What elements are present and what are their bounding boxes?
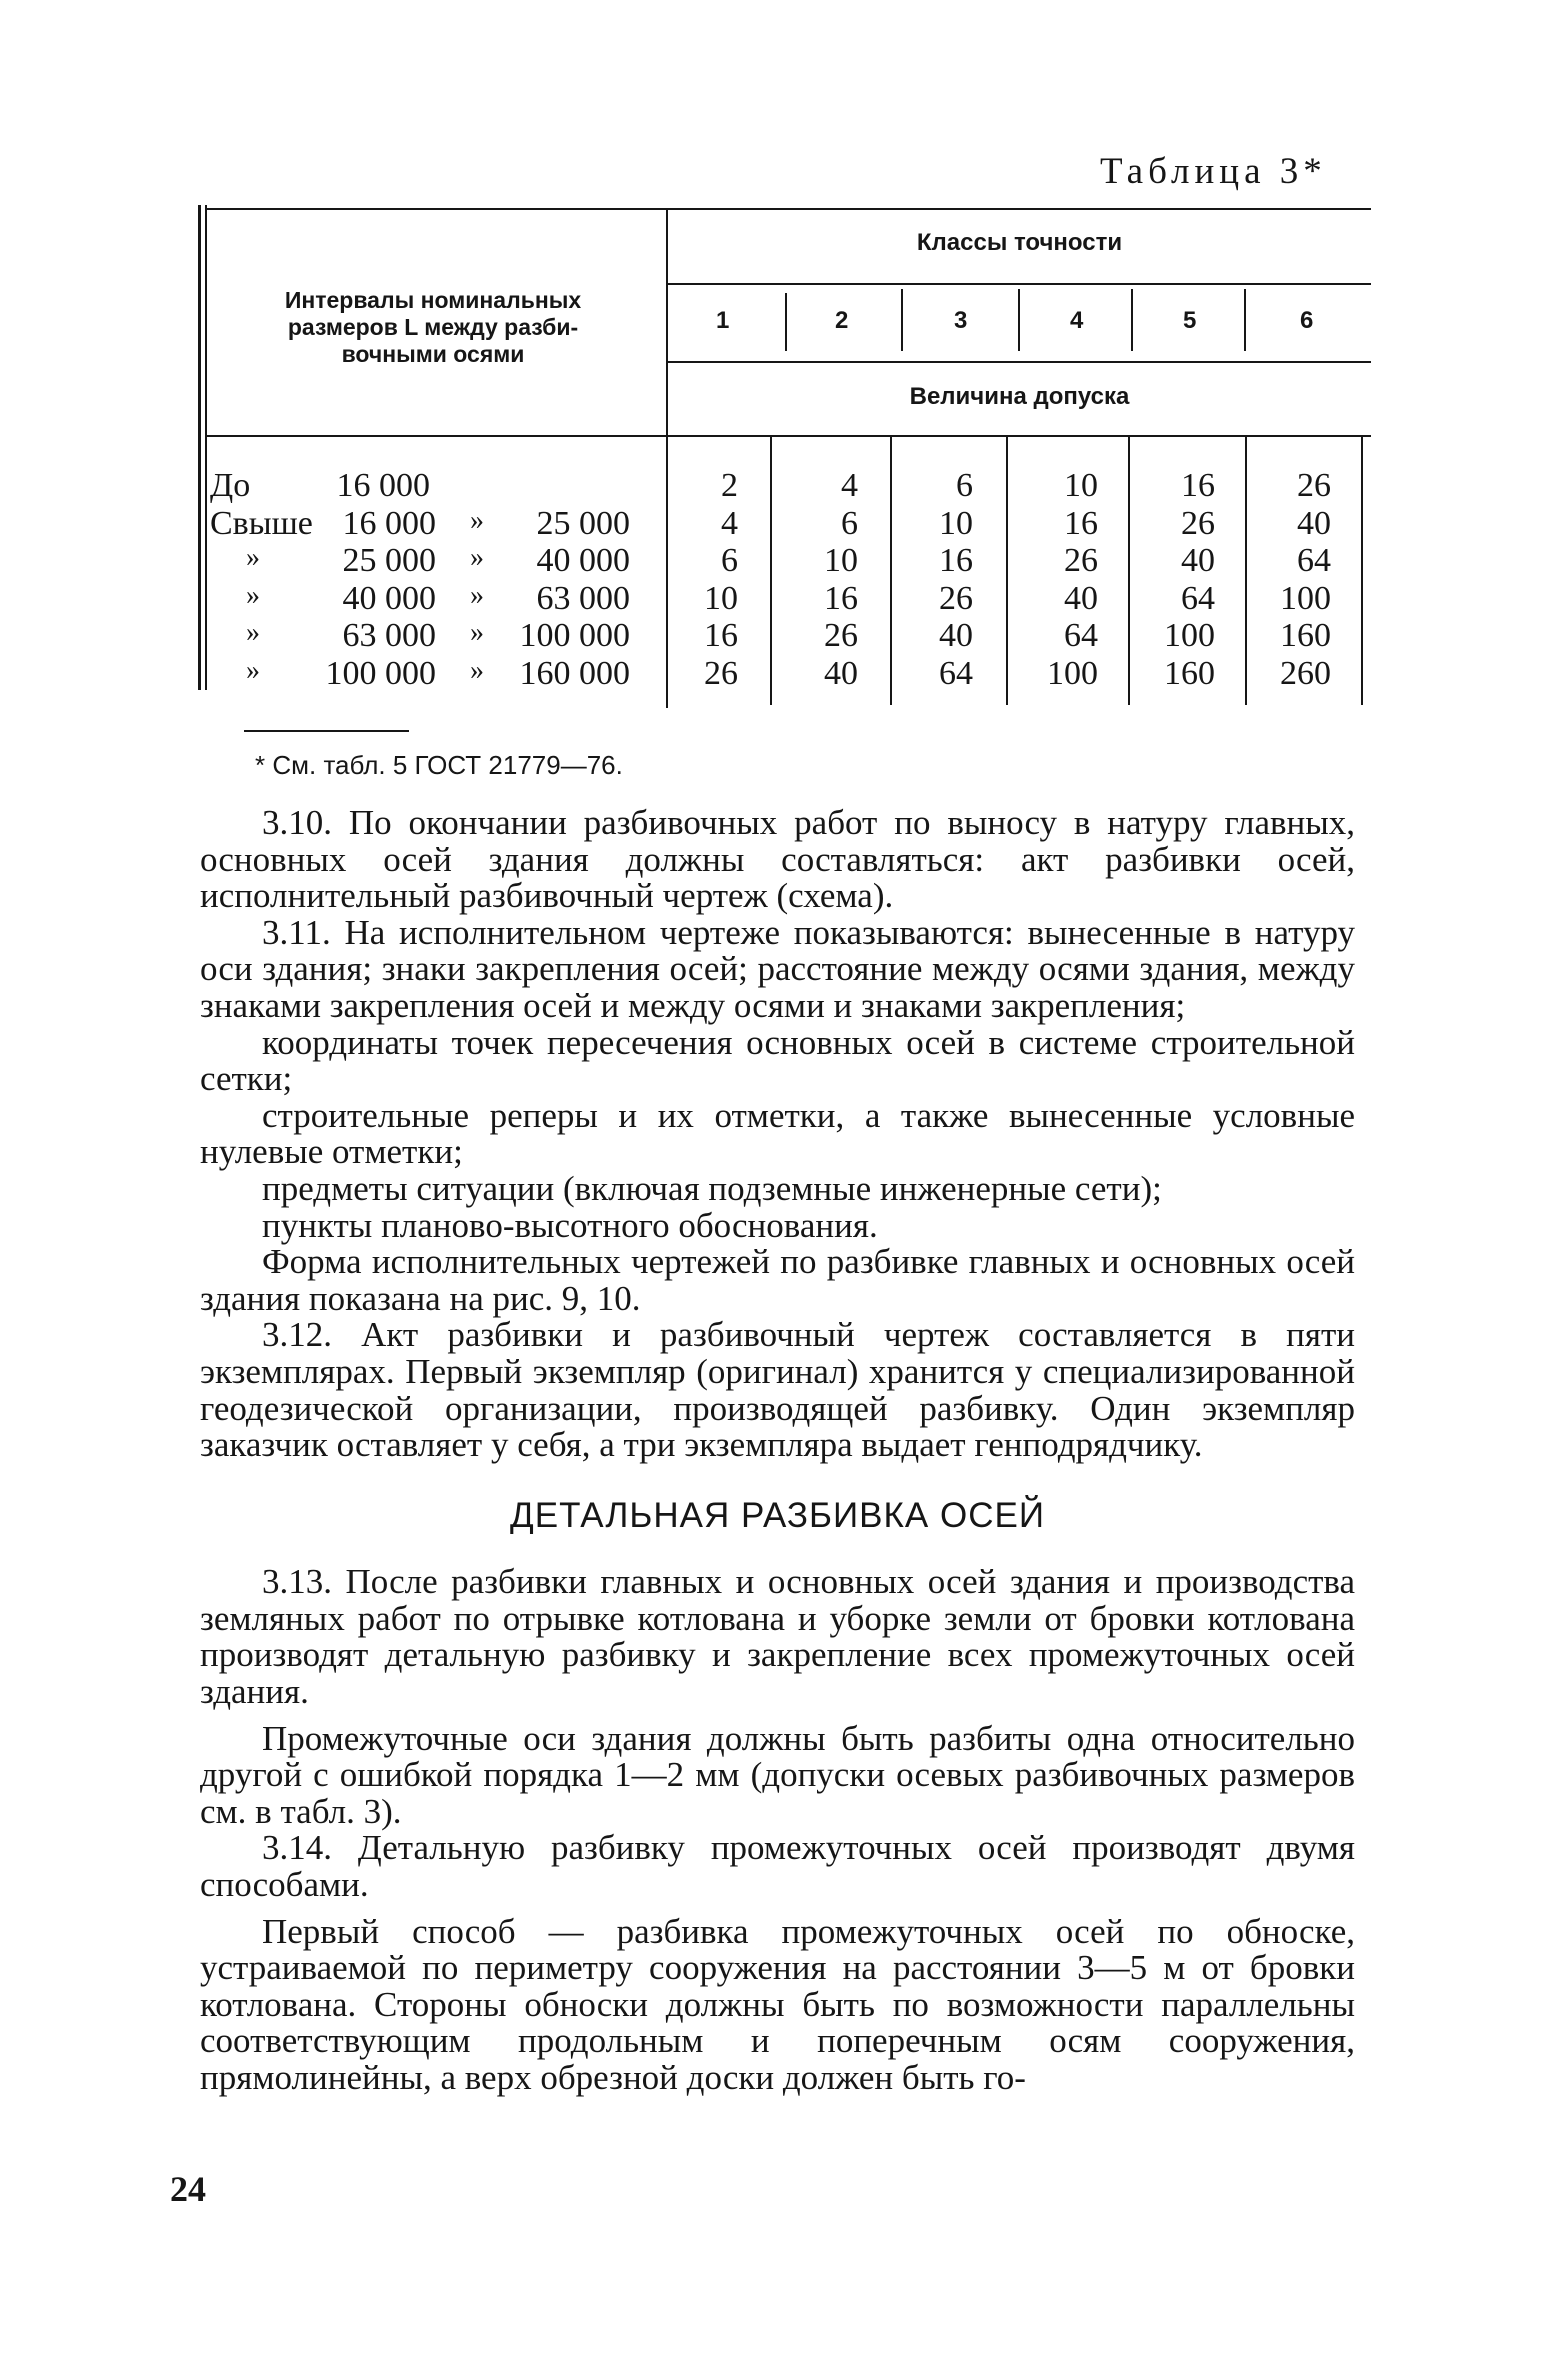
col-sep-3	[1006, 437, 1008, 705]
table-cell: 64	[1297, 542, 1331, 579]
tolerance-rule	[668, 361, 1371, 363]
body-text	[200, 805, 1355, 2097]
table-cell: 6	[721, 542, 738, 579]
paragraph-3-14-first-method: Первый способ — разбивка промежуточных осей по обноске, устраиваемой по периметру сооружения на расстоянии 3—5 м от бровки котлована. Стороны обноски должны быть по возможности параллельны соответствующим продольным и поперечным осям сооружения, прямолинейны, а верх обрезной доски должен быть го-	[200, 1911, 1355, 2097]
paragraph-3-13: 3.13. После разбивки главных и основных осей здания и производства земляных работ по отрывке котлована и уборке земли от бровки котлована производят детальную разбивку и закрепление всех промежуточных осей здания.	[200, 1562, 1355, 1712]
table-cell: 160	[1164, 654, 1215, 692]
paragraph-3-11: 3.11. На исполнительном чертеже показываются: вынесенные в натуру оси здания; знаки закрепления осей; расстояние между осями здания, между знаками закрепления осей и между осями и знаками закрепления;	[200, 912, 1355, 1025]
table-cell: 100	[1047, 654, 1098, 692]
table-cell: 10	[939, 504, 973, 542]
col-sep-0	[666, 208, 668, 708]
paragraph-3-10: 3.10. По окончании разбивочных работ по выносу в натуру главных, основных осей здания должны составляться: акт разбивки осей, исполнительный разбивочный чертеж (схема).	[200, 803, 1355, 916]
col-sep-6	[1361, 437, 1363, 705]
table-cell: 16	[939, 542, 973, 579]
classes-rule	[668, 283, 1371, 285]
header-intervals: Интервалы номинальных размеров L между разбивочными осями	[284, 287, 582, 367]
row-from: 40 000	[342, 579, 436, 617]
table-cell: 6	[841, 504, 858, 542]
footnote: * См. табл. 5 ГОСТ 21779—76.	[255, 750, 623, 780]
table-header-rule	[207, 435, 1371, 437]
row-to: 63 000	[536, 579, 630, 617]
row-prefix: »	[246, 579, 260, 611]
col-sep-4	[1128, 437, 1130, 705]
table-cell: 40	[939, 617, 973, 654]
table-cell: 100	[1164, 617, 1215, 654]
row-from: 16 000	[336, 467, 430, 504]
row-from: 25 000	[342, 542, 436, 579]
table-top-rule	[207, 208, 1371, 210]
table-cell: 64	[1064, 617, 1098, 654]
table-cell: 160	[1280, 617, 1331, 654]
table-cell: 40	[1181, 542, 1215, 579]
class-number-3: 3	[954, 307, 968, 334]
row-to: 160 000	[519, 654, 630, 692]
table-cell: 16	[1064, 504, 1098, 542]
table-cell: 260	[1280, 654, 1331, 692]
row-separator: »	[470, 504, 484, 536]
paragraph-3-11-situation: предметы ситуации (включая подземные инженерные сети);	[262, 1168, 1162, 1208]
table-cell: 16	[1181, 467, 1215, 504]
table-cell: 100	[1280, 579, 1331, 617]
tolerance-table	[198, 205, 1373, 705]
table-cell: 2	[721, 467, 738, 504]
row-prefix: Свыше	[210, 504, 313, 542]
class-number-2: 2	[835, 307, 849, 334]
table-cell: 16	[704, 617, 738, 654]
hdr-sep-1	[785, 293, 787, 351]
page-number: 24	[170, 2169, 206, 2209]
row-prefix: »	[246, 654, 260, 686]
class-number-4: 4	[1070, 307, 1084, 334]
row-from: 63 000	[342, 617, 436, 654]
class-number-6: 6	[1300, 307, 1314, 334]
col-sep-5	[1245, 437, 1247, 705]
table-cell: 40	[824, 654, 858, 692]
table-border-left-outer	[198, 205, 201, 690]
table-cell: 10	[1064, 467, 1098, 504]
table-cell: 6	[956, 467, 973, 504]
header-tolerance: Величина допуска	[909, 383, 1130, 410]
paragraph-3-11-points: пункты планово-высотного обоснования.	[262, 1205, 878, 1245]
table-caption: Таблица 3*	[1100, 151, 1327, 192]
row-from: 16 000	[342, 504, 436, 542]
table-cell: 10	[704, 579, 738, 617]
table-border-left-inner	[205, 205, 207, 690]
paragraph-3-13-accuracy: Промежуточные оси здания должны быть разбиты одна относительно другой с ошибкой порядка 1—2 мм (допуски осевых разбивочных размеров см. в табл. 3).	[200, 1718, 1355, 1831]
col-sep-2	[890, 437, 892, 705]
class-number-1: 1	[716, 307, 730, 334]
section-heading: ДЕТАЛЬНАЯ РАЗБИВКА ОСЕЙ	[510, 1495, 1045, 1535]
table-cell: 26	[704, 654, 738, 692]
table-cell: 64	[1181, 579, 1215, 617]
table-cell: 26	[1297, 467, 1331, 504]
row-prefix: До	[210, 467, 251, 504]
table-cell: 26	[1181, 504, 1215, 542]
table-cell: 26	[824, 617, 858, 654]
row-prefix: »	[246, 617, 260, 648]
row-separator: »	[470, 579, 484, 611]
table-cell: 10	[824, 542, 858, 579]
table-cell: 64	[939, 654, 973, 692]
class-number-5: 5	[1183, 307, 1197, 334]
table-cell: 40	[1064, 579, 1098, 617]
paragraph-3-11-coordinates: координаты точек пересечения основных осей в системе строительной сетки;	[200, 1022, 1355, 1099]
hdr-sep-3	[1018, 289, 1020, 351]
hdr-sep-5	[1244, 289, 1246, 351]
paragraph-3-11-form: Форма исполнительных чертежей по разбивке главных и основных осей здания показана на рис. 9, 10.	[200, 1242, 1355, 1318]
paragraph-3-12: 3.12. Акт разбивки и разбивочный чертеж составляется в пяти экземплярах. Первый экземпляр (оригинал) хранится у специализированной геодезической организации, производящей разбивку. Один экземпляр заказчик оставляет у себя, а три экземпляра выдает генподрядчику.	[200, 1315, 1355, 1465]
hdr-sep-4	[1131, 289, 1133, 351]
footnote-rule	[244, 730, 409, 732]
table-cell: 4	[721, 504, 738, 542]
row-to: 25 000	[536, 504, 630, 542]
table-cell: 4	[841, 467, 858, 504]
row-separator: »	[470, 654, 484, 686]
row-to: 40 000	[536, 542, 630, 579]
paragraph-3-11-benchmarks: строительные реперы и их отметки, а также вынесенные условные нулевые отметки;	[200, 1095, 1355, 1172]
row-from: 100 000	[325, 654, 436, 692]
paragraph-3-14: 3.14. Детальную разбивку промежуточных осей производят двумя способами.	[200, 1828, 1355, 1905]
row-separator: »	[470, 617, 484, 648]
row-to: 100 000	[519, 617, 630, 654]
hdr-sep-2	[901, 289, 903, 351]
col-sep-1	[770, 437, 772, 705]
header-classes: Классы точности	[916, 229, 1123, 256]
table-cell: 26	[939, 579, 973, 617]
row-separator: »	[470, 542, 484, 573]
table-cell: 40	[1297, 504, 1331, 542]
row-prefix: »	[246, 542, 260, 573]
table-cell: 26	[1064, 542, 1098, 579]
table-cell: 16	[824, 579, 858, 617]
